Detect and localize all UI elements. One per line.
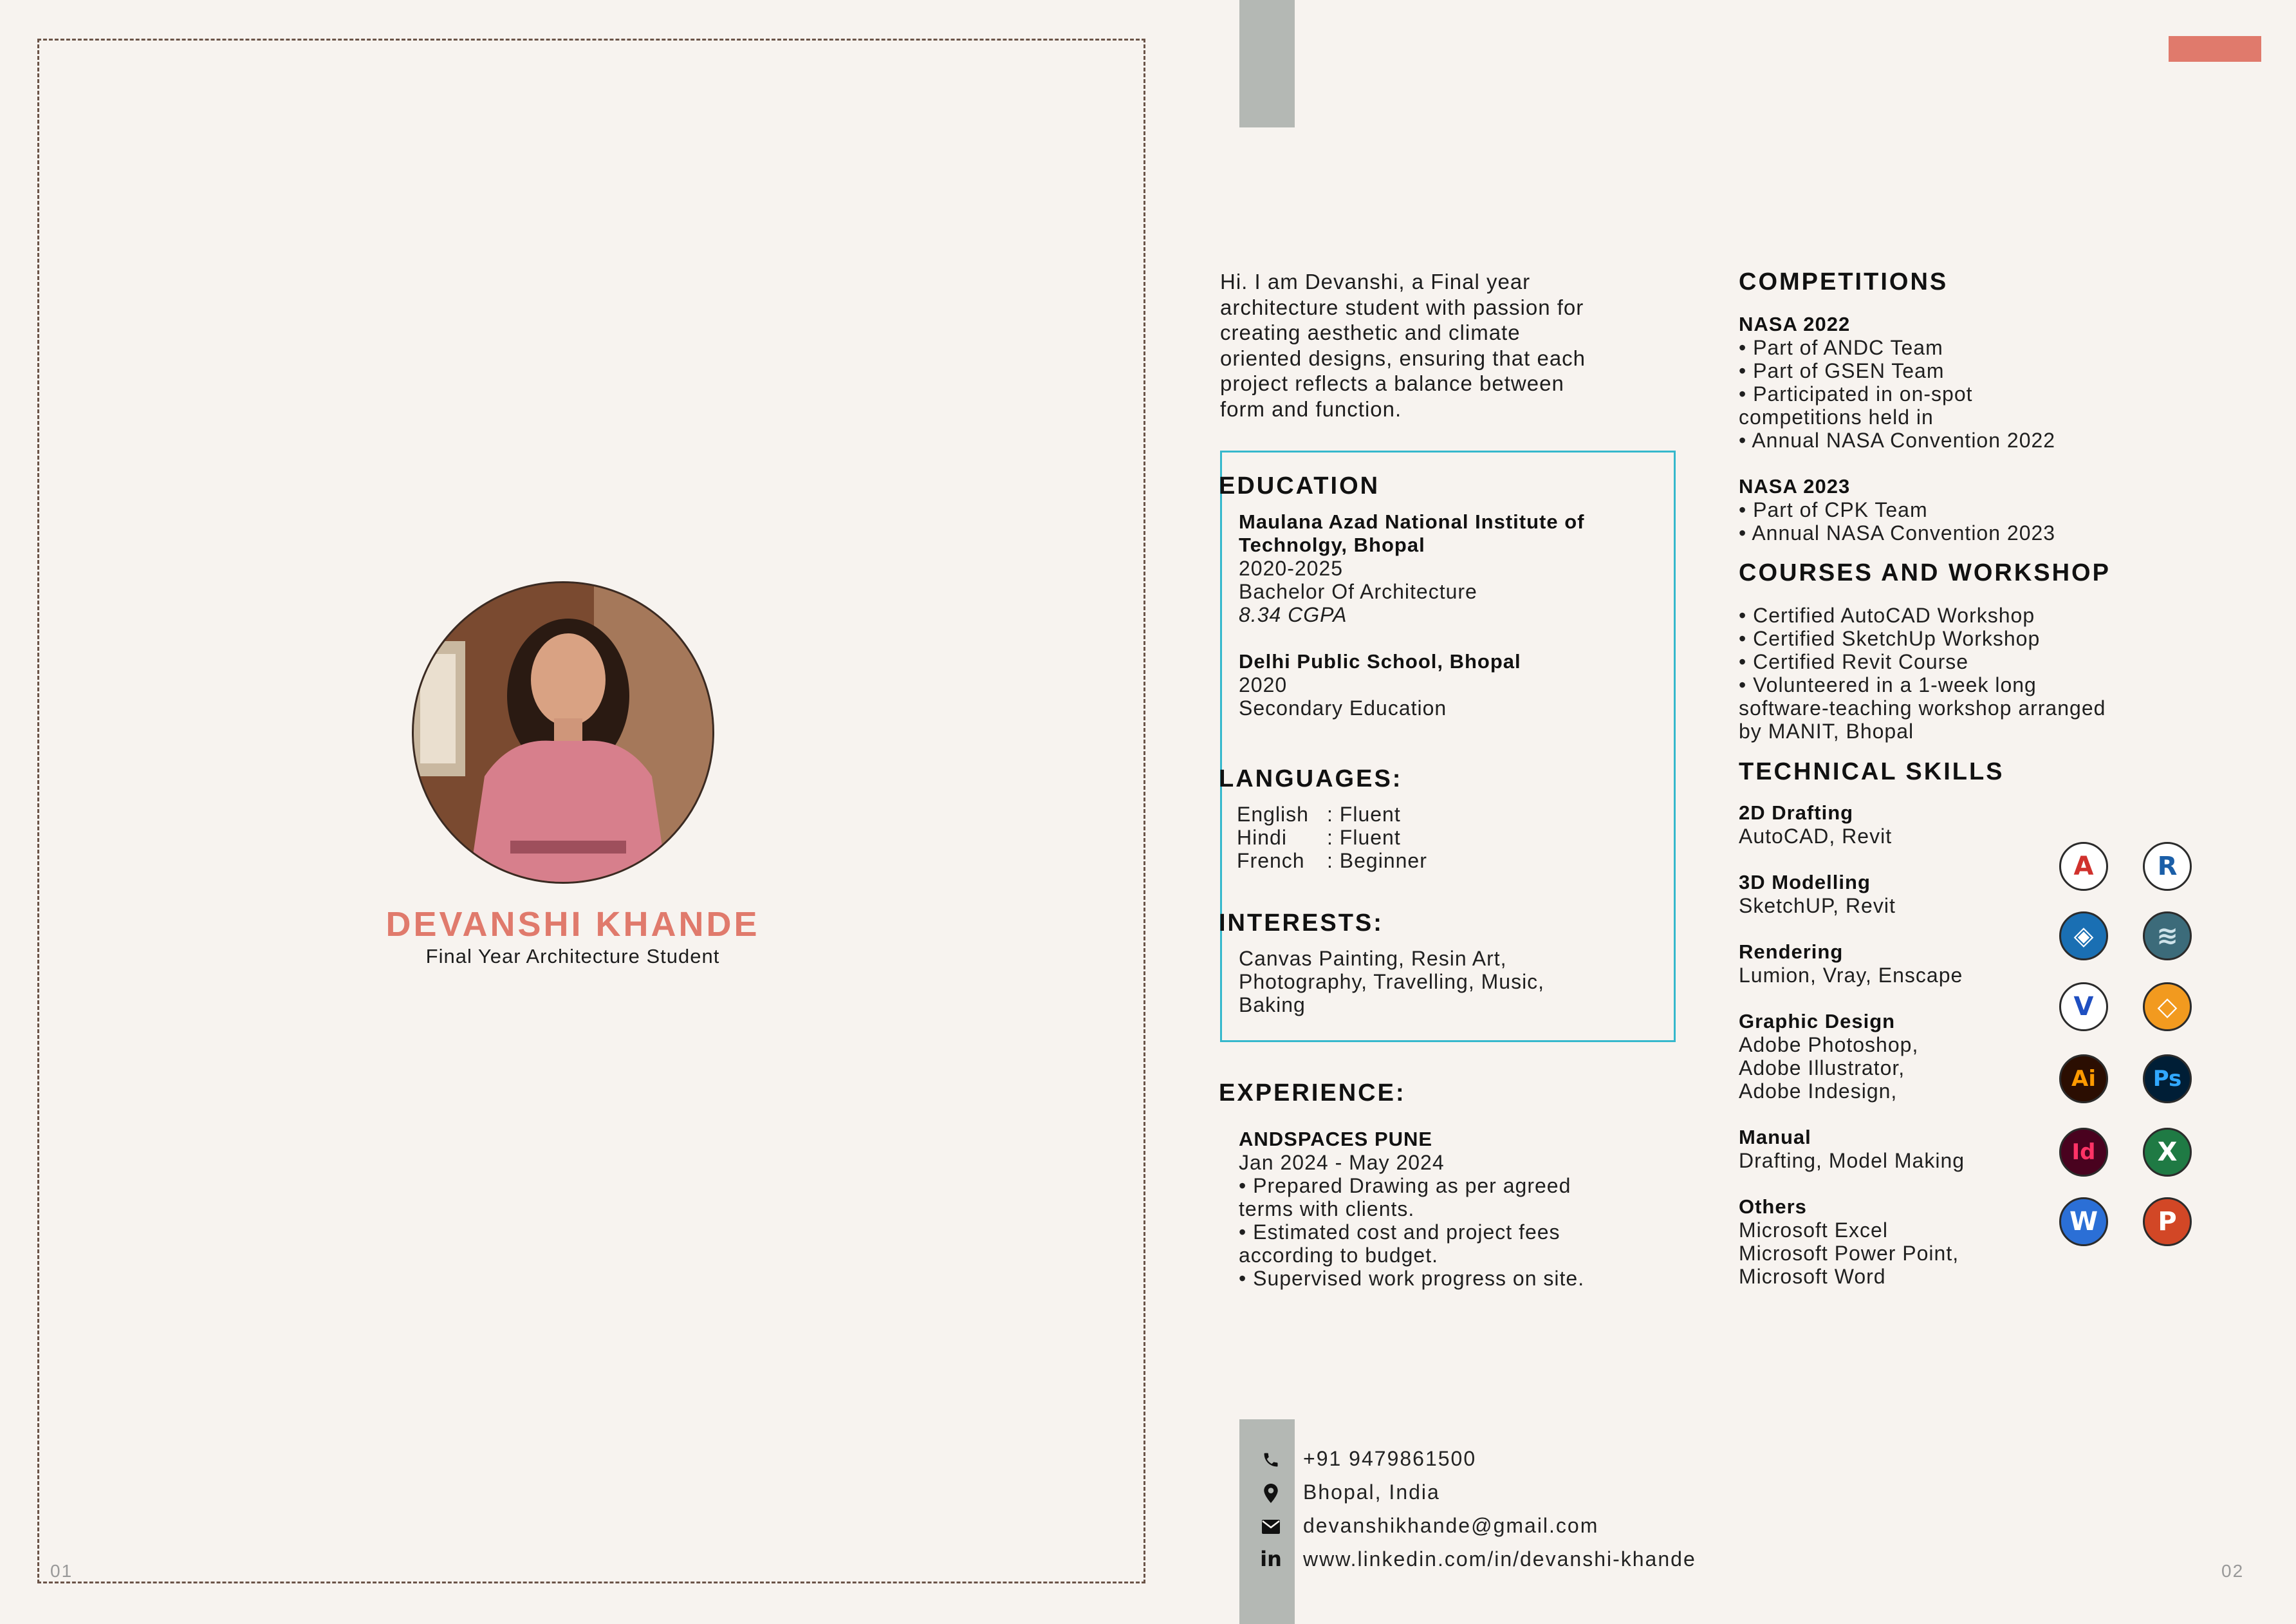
- sketchup-icon: ◈: [2059, 911, 2108, 960]
- language-item: [1237, 826, 1427, 849]
- course-line: • Certified SketchUp Workshop: [1739, 627, 2041, 650]
- education-years: 2020: [1239, 673, 1288, 696]
- competition-line: • Part of ANDC Team: [1739, 336, 1943, 359]
- education-years: 2020-2025: [1239, 557, 1344, 580]
- course-line: • Certified Revit Course: [1739, 650, 1969, 673]
- skill-item: [1739, 940, 2035, 987]
- skill-line: Adobe Photoshop,: [1739, 1033, 1919, 1056]
- software-icons: [2059, 842, 2201, 1267]
- skill-title: Rendering: [1739, 940, 1844, 963]
- experience-period: Jan 2024 - May 2024: [1239, 1151, 1445, 1174]
- contact-linkedin[interactable]: www.linkedin.com/in/devanshi-khande: [1303, 1547, 1696, 1571]
- skill-title: Graphic Design: [1739, 1010, 1896, 1032]
- language-name: English: [1237, 803, 1309, 826]
- intro-paragraph: [1220, 269, 1683, 422]
- accent-bar: [2169, 36, 2261, 62]
- course-line: by MANIT, Bhopal: [1739, 720, 1914, 743]
- autocad-icon: A: [2059, 842, 2108, 891]
- competition-line: • Part of GSEN Team: [1739, 359, 1945, 382]
- education-score: 8.34 CGPA: [1239, 603, 1347, 626]
- language-level: : Fluent: [1327, 826, 1401, 849]
- education-entry: [1239, 650, 1663, 720]
- experience-line: • Estimated cost and project fees: [1239, 1220, 1560, 1244]
- course-line: • Volunteered in a 1-week long: [1739, 673, 2037, 696]
- language-item: [1237, 803, 1427, 826]
- education-school: Maulana Azad National Institute of: [1239, 510, 1585, 533]
- competition-line: • Annual NASA Convention 2022: [1739, 429, 2056, 452]
- page-number-right: 02: [2221, 1561, 2245, 1581]
- profile-photo: [412, 581, 714, 884]
- revit-icon: R: [2143, 842, 2192, 891]
- competition-title: NASA 2023: [1739, 475, 1851, 498]
- skill-item: [1739, 1010, 2035, 1103]
- experience-line: • Prepared Drawing as per agreed: [1239, 1174, 1571, 1197]
- education-school: Technolgy, Bhopal: [1239, 534, 1425, 556]
- skill-item: [1739, 801, 2035, 848]
- photoshop-icon: Ps: [2143, 1054, 2192, 1103]
- skill-line: Drafting, Model Making: [1739, 1149, 1965, 1172]
- competition-line: • Annual NASA Convention 2023: [1739, 521, 2056, 545]
- competition-line: • Participated in on-spot: [1739, 382, 1973, 406]
- skills-heading: TECHNICAL SKILLS: [1739, 758, 2004, 785]
- courses-heading: COURSES AND WORKSHOP: [1739, 559, 2111, 586]
- profile-name: DEVANSHI KHANDE: [385, 905, 760, 944]
- education-entry: [1239, 510, 1663, 626]
- illustrator-icon: Ai: [2059, 1054, 2108, 1103]
- interests-line: Canvas Painting, Resin Art,: [1239, 947, 1507, 970]
- word-icon: W: [2059, 1197, 2108, 1246]
- phone-icon: [1258, 1448, 1284, 1471]
- intro-line: Hi. I am Devanshi, a Final year: [1220, 270, 1531, 294]
- intro-line: creating aesthetic and climate: [1220, 321, 1521, 344]
- education-school: Delhi Public School, Bhopal: [1239, 650, 1521, 673]
- language-item: [1237, 849, 1427, 872]
- interests-list: [1239, 947, 1544, 1016]
- competition-line: competitions held in: [1739, 406, 1934, 429]
- skill-line: SketchUP, Revit: [1739, 894, 1896, 917]
- lumion-icon: ≋: [2143, 911, 2192, 960]
- language-name: French: [1237, 849, 1305, 872]
- vray-icon: V: [2059, 982, 2108, 1031]
- skill-item: [1739, 871, 2035, 917]
- skill-line: Microsoft Power Point,: [1739, 1242, 1959, 1265]
- competition-line: • Part of CPK Team: [1739, 498, 1928, 521]
- course-line: • Certified AutoCAD Workshop: [1739, 604, 2035, 627]
- competition-title: NASA 2022: [1739, 313, 1851, 335]
- competitions-heading: COMPETITIONS: [1739, 268, 1949, 295]
- language-list: [1237, 803, 1427, 872]
- interests-line: Photography, Travelling, Music,: [1239, 970, 1545, 993]
- intro-line: form and function.: [1220, 397, 1402, 421]
- skill-line: Microsoft Word: [1739, 1265, 1886, 1288]
- languages-heading: LANGUAGES:: [1219, 765, 1403, 792]
- contact-email[interactable]: devanshikhande@gmail.com: [1303, 1514, 1599, 1537]
- skill-item: [1739, 1126, 2035, 1172]
- education-degree: Secondary Education: [1239, 696, 1447, 720]
- skill-item: [1739, 1195, 2035, 1288]
- language-level: : Beginner: [1327, 849, 1427, 872]
- intro-line: oriented designs, ensuring that each: [1220, 346, 1586, 370]
- skill-title: 3D Modelling: [1739, 871, 1871, 893]
- experience-line: according to budget.: [1239, 1244, 1438, 1267]
- interests-heading: INTERESTS:: [1219, 910, 1384, 937]
- intro-line: project reflects a balance between: [1220, 371, 1564, 395]
- mail-icon: [1258, 1515, 1284, 1538]
- skill-title: Manual: [1739, 1126, 1811, 1148]
- indesign-icon: Id: [2059, 1128, 2108, 1177]
- skill-title: Others: [1739, 1195, 1807, 1218]
- contact-location: Bhopal, India: [1303, 1480, 1440, 1504]
- excel-icon: X: [2143, 1128, 2192, 1177]
- experience-line: • Supervised work progress on site.: [1239, 1267, 1585, 1290]
- profile-subtitle: Final Year Architecture Student: [425, 945, 720, 967]
- education-heading: EDUCATION: [1219, 472, 1380, 499]
- education-degree: Bachelor Of Architecture: [1239, 580, 1477, 603]
- experience-company: ANDSPACES PUNE: [1239, 1128, 1433, 1150]
- linkedin-icon: in: [1260, 1547, 1282, 1571]
- interests-line: Baking: [1239, 993, 1306, 1016]
- language-level: : Fluent: [1327, 803, 1401, 826]
- experience-heading: EXPERIENCE:: [1219, 1079, 1406, 1106]
- skill-title: 2D Drafting: [1739, 801, 1854, 824]
- intro-line: architecture student with passion for: [1220, 295, 1584, 319]
- top-decor-bar: [1239, 0, 1295, 127]
- powerpoint-icon: P: [2143, 1197, 2192, 1246]
- experience-entry: [1239, 1128, 1638, 1290]
- experience-line: terms with clients.: [1239, 1197, 1415, 1220]
- location-pin-icon: [1258, 1482, 1284, 1505]
- courses-list: [1739, 604, 2202, 743]
- competition-group: [1739, 313, 2138, 452]
- page-number-left: 01: [50, 1561, 73, 1581]
- skill-line: AutoCAD, Revit: [1739, 825, 1893, 848]
- skill-line: Adobe Illustrator,: [1739, 1056, 1905, 1079]
- skill-line: Adobe Indesign,: [1739, 1079, 1898, 1103]
- skill-line: Lumion, Vray, Enscape: [1739, 964, 1963, 987]
- enscape-icon: ◇: [2143, 982, 2192, 1031]
- language-name: Hindi: [1237, 826, 1287, 849]
- skill-line: Microsoft Excel: [1739, 1218, 1888, 1242]
- course-line: software-teaching workshop arranged: [1739, 696, 2106, 720]
- contact-phone[interactable]: +91 9479861500: [1303, 1447, 1477, 1470]
- competition-group: [1739, 475, 2138, 545]
